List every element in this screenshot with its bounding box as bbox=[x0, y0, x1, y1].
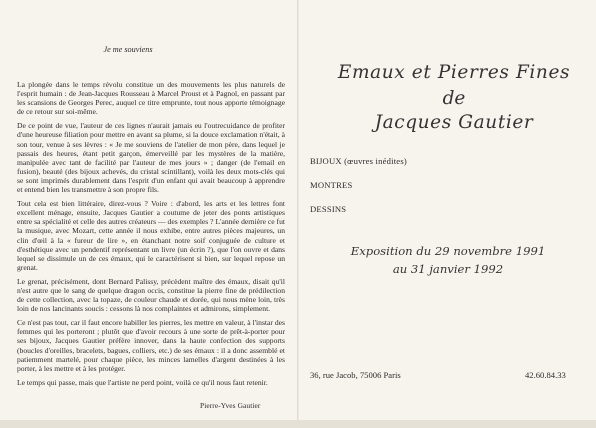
center-fold bbox=[297, 0, 299, 428]
paragraph: Le temps qui passe, mais que l'artiste ne perd point, voilà ce qu'il nous faut retenir. bbox=[17, 377, 268, 387]
exhibition-line-1: Exposition du 29 novembre 1991 bbox=[350, 244, 546, 258]
essay-text bbox=[17, 80, 285, 392]
paragraph: Ce n'est pas tout, car il faut encore habiller les pierres, les mettre en valeur, à l'instar des femmes qui les porteront ; plutôt que d'avoir recours à une sorte de prêt-à-porter pour ses bijoux, Jacques Gautier préfère innover, dans la haute confection des supports (boucles d'oreilles, bracelets, bagues, colliers, etc.) de ses émaux : il a donc assemblé et patiemment martelé, pour chaque pièce, les minces lamelles d'argent destinées à les porter, à les mettre et à les protéger. bbox=[17, 318, 285, 373]
paragraph: Le grenat, précisément, dont Bernard Palissy, précèdent maître des émaux, disait qu'il n'est autre que le sang de quelque dragon occis, constitue la pierre fine de prédilection de cette collection, avec la topaze, de couleur chaude et dorée, qui nous mène loin, très loin de nos lancinants soucis : cessons là nos complaintes et admirons, simplement. bbox=[17, 276, 285, 314]
signature: Pierre-Yves Gautier bbox=[200, 401, 261, 410]
item-montres: MONTRES bbox=[310, 180, 353, 190]
paragraph: La plongée dans le temps révolu constitue un des mouvements les plus naturels de l'esprit humain : de Jean-Jacques Rousseau à Marcel Proust et à Pagnol, en passant par les scansions de Georges Perec, auquel ce titre emprunte, tout nous apporte témoignage de ce retour sur soi-même. bbox=[17, 80, 285, 117]
address: 36, rue Jacob, 75006 Paris bbox=[310, 370, 401, 380]
heading-line-3: Jacques Gautier bbox=[374, 112, 534, 133]
exhibition-line-2: au 31 janvier 1992 bbox=[392, 262, 504, 276]
left-title: Je me souviens bbox=[103, 45, 153, 54]
paragraph: Tout cela est bien littéraire, direz-vous ? Voire : d'abord, les arts et les lettres font excellent ménage, ensuite, Jacques Gautier a coutume de jeter des ponts artistiques entre sa spécialité et celle des autres créateurs — des exemples ? L'année dernière ce fut la musique, avec Mozart, cette année il nous exhibe, entre autres pièces majeures, un clin d'œil à la « fureur de lire », en étanchant notre soif conjuguée de culture et d'esthétique avec un pendentif représentant un livre (un écrin ?), que l'on ouvre et dans lequel se dissimule un de ces émaux, qui le caractérisent si bien, sur lequel repose un grenat. bbox=[17, 199, 285, 272]
bottom-edge bbox=[0, 420, 596, 428]
left-panel bbox=[17, 0, 285, 420]
right-panel bbox=[310, 0, 586, 420]
phone-number: 42.60.84.33 bbox=[525, 370, 566, 380]
item-bijoux: BIJOUX (œuvres inédites) bbox=[310, 156, 407, 166]
heading-line-2: de bbox=[442, 88, 466, 109]
item-dessins: DESSINS bbox=[310, 204, 347, 214]
paragraph: De ce point de vue, l'auteur de ces lignes n'aurait jamais eu l'outrecuidance de profiter d'une heureuse filiation pour mettre en avant sa plume, si la douce exclamation n'était, à son tour, venue à ses lèvres : « Je me souviens de l'atelier de mon père, dans lequel je passais des heures, étant petit garçon, émerveillé par les mystères de la matière, manipulée avec tant de facilité par l'auteur de mes jours » ; danger (de l'email en fusion), beauté (des bijoux achevés, du cristal scintillant), voilà les deux mots-clés qui se sont imprimés durablement dans l'esprit d'un enfant qui avait beaucoup à apprendre et entend bien les transmettre à son propre fils. bbox=[17, 121, 285, 195]
heading-line-1: Emaux et Pierres Fines bbox=[337, 62, 571, 83]
